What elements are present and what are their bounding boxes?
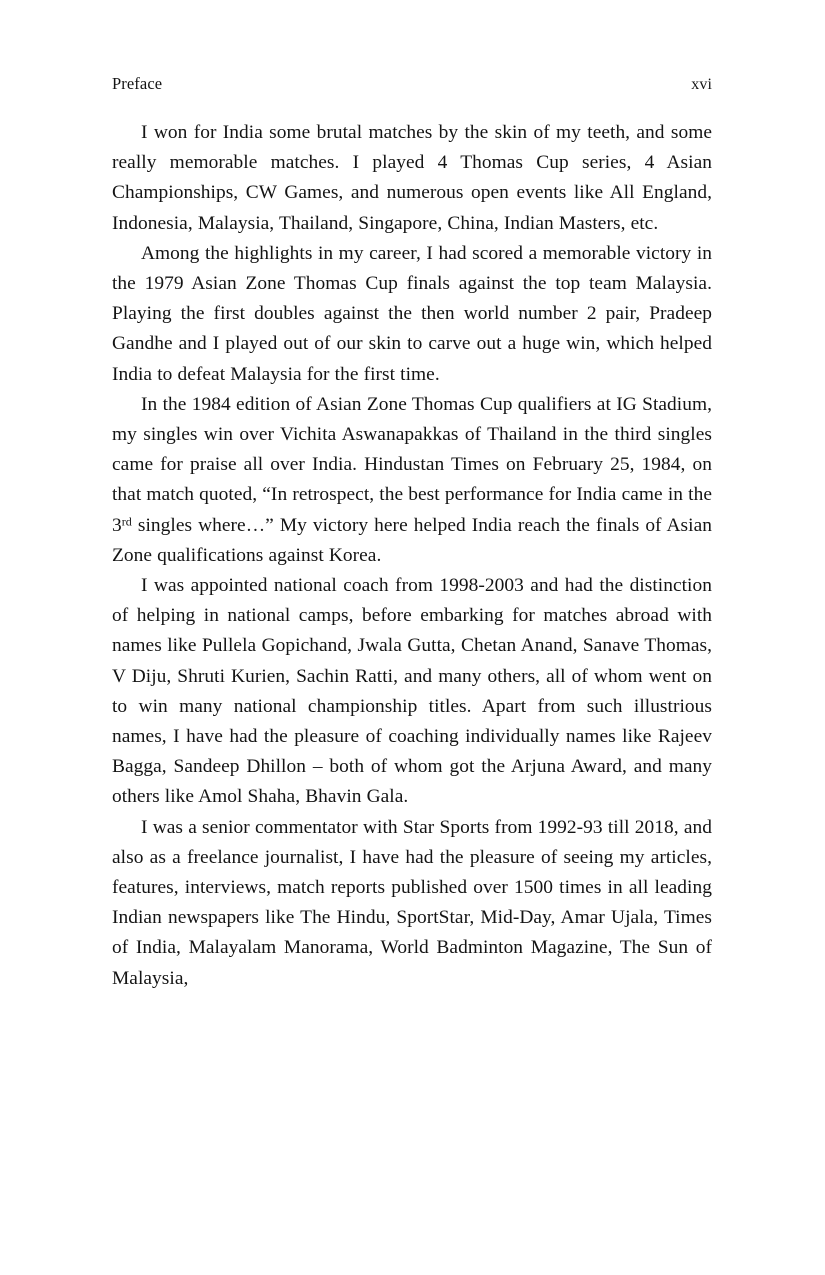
running-head [112,72,712,96]
ordinal-suffix: rd [121,514,132,529]
page-number: xvi [691,76,712,93]
body-paragraph: I was a senior commentator with Star Sports from 1992-93 till 2018, and also as a freelance journalist, I have had the pleasure of seeing my articles, features, interviews, match reports published over 1500 times in all leading Indian newspapers like The Hindu, SportStar, Mid-Day, Amar Ujala, Times of India, Malayalam Manorama, World Badminton Magazine, The Sun of Malaysia, [112,816,712,989]
paragraph-segment: singles where…” My victory here helped India reach the finals of Asian Zone qualifications against Korea. [112,514,712,566]
body-paragraph [112,390,712,571]
body-text-block [112,118,712,994]
paragraph-segment: In the 1984 edition of Asian Zone Thomas Cup qualifiers at IG Stadium, my singles win over Vichita Aswanapakkas of Thailand in the third singles came for praise all over India. Hindustan Times on February 25, 1984, on that match quoted, “In retrospect, the best performance for India came in the 3 [112,393,712,536]
body-paragraph: I won for India some brutal matches by the skin of my teeth, and some really memorable matches. I played 4 Thomas Cup series, 4 Asian Championships, CW Games, and numerous open events like All England, Indonesia, Malaysia, Thailand, Singapore, China, Indian Masters, etc. [112,122,712,234]
body-paragraph: I was appointed national coach from 1998-2003 and had the distinction of helping in national camps, before embarking for matches abroad with names like Pullela Gopichand, Jwala Gutta, Chetan Anand, Sanave Thomas, V Diju, Shruti Kurien, Sachin Ratti, and many others, all of whom went on to win many national championship titles. Apart from such illustrious names, I have had the pleasure of coaching individually names like Rajeev Bagga, Sandeep Dhillon – both of whom got the Arjuna Award, and many others like Amol Shaha, Bhavin Gala. [112,575,712,808]
running-head-title: Preface [112,74,163,93]
body-paragraph: Among the highlights in my career, I had scored a memorable victory in the 1979 Asian Zone Thomas Cup finals against the top team Malaysia. Playing the first doubles against the then world number 2 pair, Pradeep Gandhe and I played out of our skin to carve out a huge win, which helped India to defeat Malaysia for the first time. [112,242,712,385]
